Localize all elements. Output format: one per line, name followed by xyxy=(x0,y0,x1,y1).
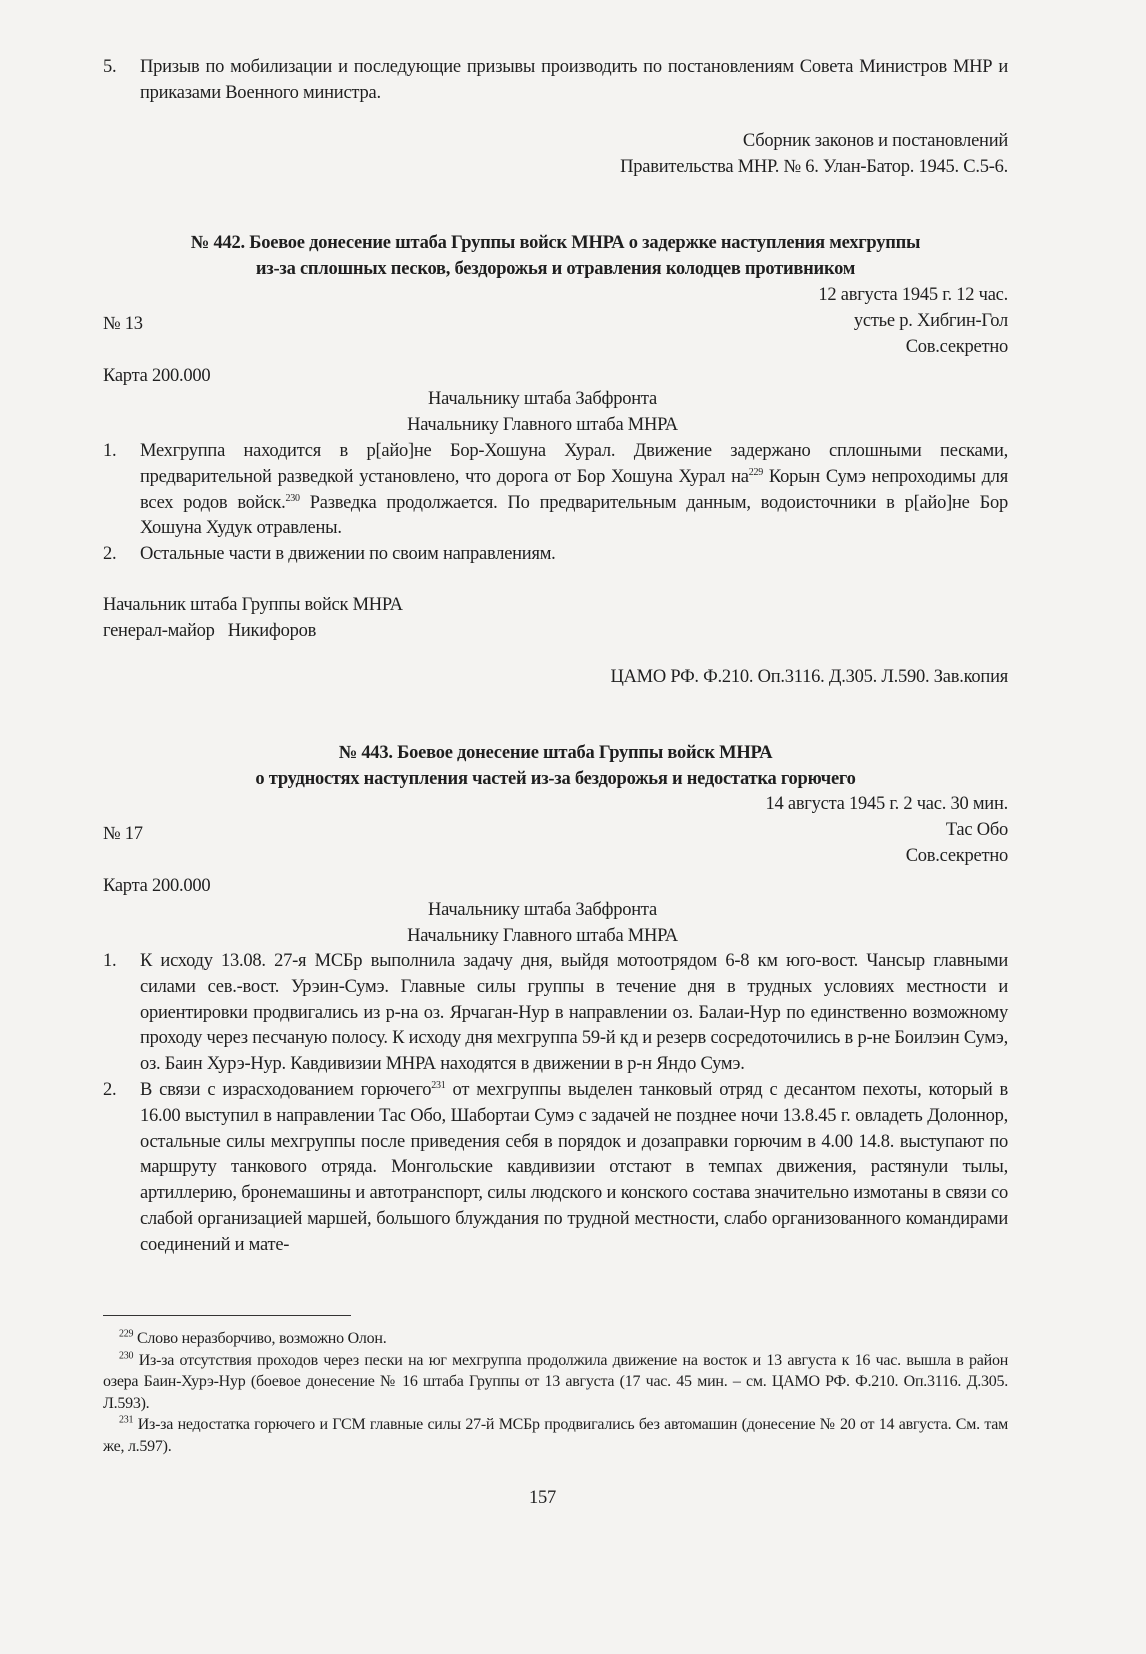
footnote-ref: 229 xyxy=(748,466,763,478)
title-line: № 442. Боевое донесение штаба Группы войск МНРА о задержке наступления мехгруппы xyxy=(190,233,921,253)
text-segment: Корын Сумэ непроходимы для всех родов войск. xyxy=(140,466,1008,513)
text-segment: от мехгруппы выделен танковый отряд с десантом пехоты, который в 16.00 выступил в направлении Тас Обо, Шабортаи Сумэ с задачей не позднее ночи 13.8.45 г. овладеть Долоннор, остальные силы мехгруппы после приведения себя в порядок и дозаправки горючим в 4.00 14.8. выступают по маршруту танкового отряда. Монгольские кавдивизии отстают в темпах движения, растянули тылы, артиллерию, бронемашины и автотранспорт, силы людского и конского состава значительно измотаны в связи со слабой организацией маршей, большого блуждания по трудной местности, слабо организованного командирами соединений и мате- xyxy=(140,1079,1008,1255)
doc-442-place: устье р. Хибгин-Гол xyxy=(853,311,1008,331)
footnote xyxy=(103,1328,1008,1350)
doc-442-map: Карта 200.000 xyxy=(103,366,211,386)
doc-442-items xyxy=(103,439,1008,568)
addressee: Начальнику Главного штаба МНРА xyxy=(407,925,678,946)
item-number: 1. xyxy=(103,441,117,461)
footnotes xyxy=(103,1328,1008,1457)
footnote xyxy=(103,1350,1008,1415)
signature-line: генерал-майор Никифоров xyxy=(103,620,317,641)
doc-443-place: Тас Обо xyxy=(945,820,1008,840)
doc-443-map: Карта 200.000 xyxy=(103,876,211,896)
footnote-ref: 230 xyxy=(285,492,300,504)
top-item-5 xyxy=(103,55,1008,107)
addressee: Начальнику штаба Забфронта xyxy=(428,900,657,920)
doc-443-items xyxy=(103,949,1008,1259)
list-item xyxy=(103,542,1008,568)
page-number: 157 xyxy=(529,1488,556,1508)
doc-442-signature xyxy=(103,593,1008,645)
doc-442-title xyxy=(103,231,1008,283)
footnote-text: Слово неразборчиво, возможно Олон. xyxy=(133,1330,387,1347)
doc-442-addressees xyxy=(90,387,995,439)
doc-442-archive: ЦАМО РФ. Ф.210. Оп.3116. Д.305. Л.590. Зав.копия xyxy=(610,667,1008,687)
source-line: Сборник законов и постановлений xyxy=(742,131,1008,151)
footnote-number: 229 xyxy=(119,1328,134,1340)
doc-443-secrecy: Сов.секретно xyxy=(905,846,1008,866)
signature-line: Начальник штаба Группы войск МНРА xyxy=(103,595,403,615)
item-text xyxy=(140,439,1008,542)
footnote-divider xyxy=(103,1315,351,1316)
item-number: 2. xyxy=(103,544,117,565)
list-item xyxy=(103,949,1008,1078)
list-item xyxy=(103,439,1008,542)
item-text: Остальные части в движении по своим направлениям. xyxy=(140,544,556,565)
source-line: Правительства МНР. № 6. Улан-Батор. 1945. С.5-6. xyxy=(620,156,1008,177)
doc-443-date: 14 августа 1945 г. 2 час. 30 мин. xyxy=(765,794,1008,814)
text-segment: Мехгруппа находится в р[айо]не Бор-Хошуна Хурал. Движение задержано сплошными песками, предварительной разведкой установлено, что дорога от Бор Хошуна Хурал на xyxy=(140,441,1008,487)
footnote-text: Из-за недостатка горючего и ГСМ главные силы 27-й МСБр продвигались без автомашин (донесение № 20 от 14 августа. См. там же, л.597). xyxy=(103,1416,1008,1455)
footnote-number: 231 xyxy=(119,1414,134,1426)
item-number: 5. xyxy=(103,57,117,77)
footnote-text: Из-за отсутствия проходов через пески на юг мехгруппа продолжила движение на восток и 13 августа к 16 час. вышла в район озера Баин-Хурэ-Нур (боевое донесение № 16 штаба Группы от 13 августа (17 час. 45 мин. – см. ЦАМО РФ. Ф.210. Оп.3116. Д.305. Л.593). xyxy=(103,1351,1008,1412)
text-segment: Разведка продолжается. По предварительным данным, водоисточники в р[айо]не Бор Хошуна Худук отравлены. xyxy=(140,492,1009,539)
doc-442-secrecy: Сов.секретно xyxy=(905,337,1008,357)
footnote xyxy=(103,1414,1008,1457)
item-text xyxy=(140,1078,1008,1259)
item-text: Призыв по мобилизации и последующие призывы производить по постановлениям Совета Министров МНР и приказами Военного министра. xyxy=(140,57,1008,103)
footnote-number: 230 xyxy=(119,1350,134,1362)
text-segment: В связи с израсходованием горючего xyxy=(140,1079,432,1100)
addressee: Начальнику штаба Забфронта xyxy=(428,389,657,409)
list-item xyxy=(103,1078,1008,1259)
doc-443-title xyxy=(103,741,1008,793)
item-text: К исходу 13.08. 27-я МСБр выполнила задачу дня, выйдя мотоотрядом 6-8 км юго-вост. Чансыр главными силами сев.-вост. Урэин-Сумэ. Главные силы группы в течение дня в трудных условиях местности и ориентировки продвигались из р-на оз. Ярчаган-Нур в направлении оз. Балаи-Нур по единственно возможному проходу через песчаную полосу. К исходу дня мехгруппа 59-й кд и резерв сосредоточились в р-не Боилэин Сумэ, оз. Баин Хурэ-Нур. Кавдивизии МНРА находятся в движении в р-н Яндо Сумэ. xyxy=(140,951,1008,1075)
doc-442-number: № 13 xyxy=(103,314,143,334)
item-number: 2. xyxy=(103,1079,117,1100)
addressee: Начальнику Главного штаба МНРА xyxy=(407,414,678,435)
title-line: № 443. Боевое донесение штаба Группы войск МНРА xyxy=(338,743,773,763)
footnote-ref: 231 xyxy=(431,1079,446,1091)
title-line: из-за сплошных песков, бездорожья и отравления колодцев противником xyxy=(255,258,856,279)
top-source xyxy=(103,129,1008,181)
item-number: 1. xyxy=(103,951,117,971)
doc-443-number: № 17 xyxy=(103,824,143,844)
title-line: о трудностях наступления частей из-за бездорожья и недостатка горючего xyxy=(255,768,856,789)
doc-443-addressees xyxy=(90,898,995,950)
doc-442-date: 12 августа 1945 г. 12 час. xyxy=(818,285,1008,305)
